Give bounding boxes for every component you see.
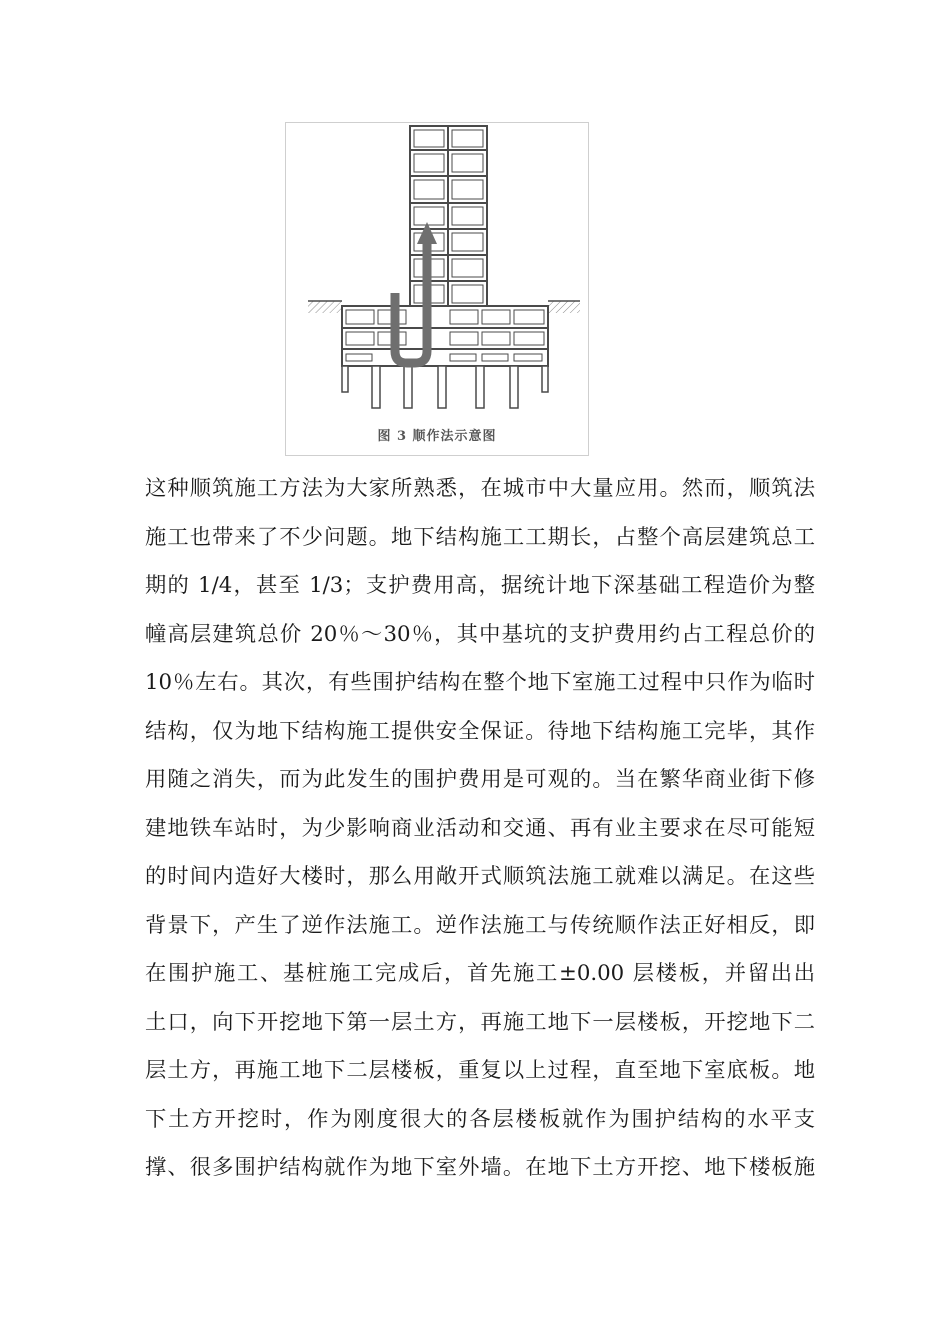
paragraph-line: 的时间内造好大楼时，那么用敞开式顺筑法施工就难以满足。在这些 <box>145 864 815 889</box>
ground-hatch-right <box>548 301 580 313</box>
construction-sequence-arrow <box>395 222 437 363</box>
figure-caption: 图 3 顺作法示意图 <box>377 429 497 444</box>
piles <box>342 366 548 408</box>
paragraph-line: 用随之消失，而为此发生的围护费用是可观的。当在繁华商业街下修 <box>145 767 815 792</box>
basement <box>342 306 548 366</box>
tower <box>410 126 487 306</box>
construction-diagram <box>286 123 588 423</box>
paragraph-line: 层土方，再施工地下二层楼板，重复以上过程，直至地下室底板。地 <box>145 1058 815 1083</box>
paragraph-line: 土口，向下开挖地下第一层土方，再施工地下一层楼板，开挖地下二 <box>145 1009 815 1035</box>
paragraph-line: 这种顺筑施工方法为大家所熟悉，在城市中大量应用。然而，顺筑法 <box>145 476 815 501</box>
paragraph-line: 期的 1/4，甚至 1/3；支护费用高，据统计地下深基础工程造价为整 <box>145 573 815 598</box>
body-paragraph <box>145 465 815 1193</box>
paragraph-line: 建地铁车站时，为少影响商业活动和交通、再有业主要求在尽可能短 <box>145 815 815 841</box>
paragraph-line: 撑、很多围护结构就作为地下室外墙。在地下土方开挖、地下楼板施 <box>145 1155 815 1180</box>
paragraph-line: 结构，仅为地下结构施工提供安全保证。待地下结构施工完毕，其作 <box>145 718 815 744</box>
paragraph-line: 10％左右。其次，有些围护结构在整个地下室施工过程中只作为临时 <box>145 670 815 695</box>
paragraph-line: 在围护施工、基桩施工完成后，首先施工±0.00 层楼板，并留出出 <box>145 961 815 986</box>
paragraph-line: 下土方开挖时，作为刚度很大的各层楼板就作为围护结构的水平支 <box>145 1106 815 1132</box>
paragraph-line: 背景下，产生了逆作法施工。逆作法施工与传统顺作法正好相反，即 <box>145 912 815 938</box>
figure-top-down-construction <box>285 122 589 456</box>
ground-hatch-left <box>308 301 342 313</box>
paragraph-line: 幢高层建筑总价 20％～30％，其中基坑的支护费用约占工程总价的 <box>145 621 815 647</box>
paragraph-line: 施工也带来了不少问题。地下结构施工工期长，占整个高层建筑总工 <box>145 524 815 550</box>
